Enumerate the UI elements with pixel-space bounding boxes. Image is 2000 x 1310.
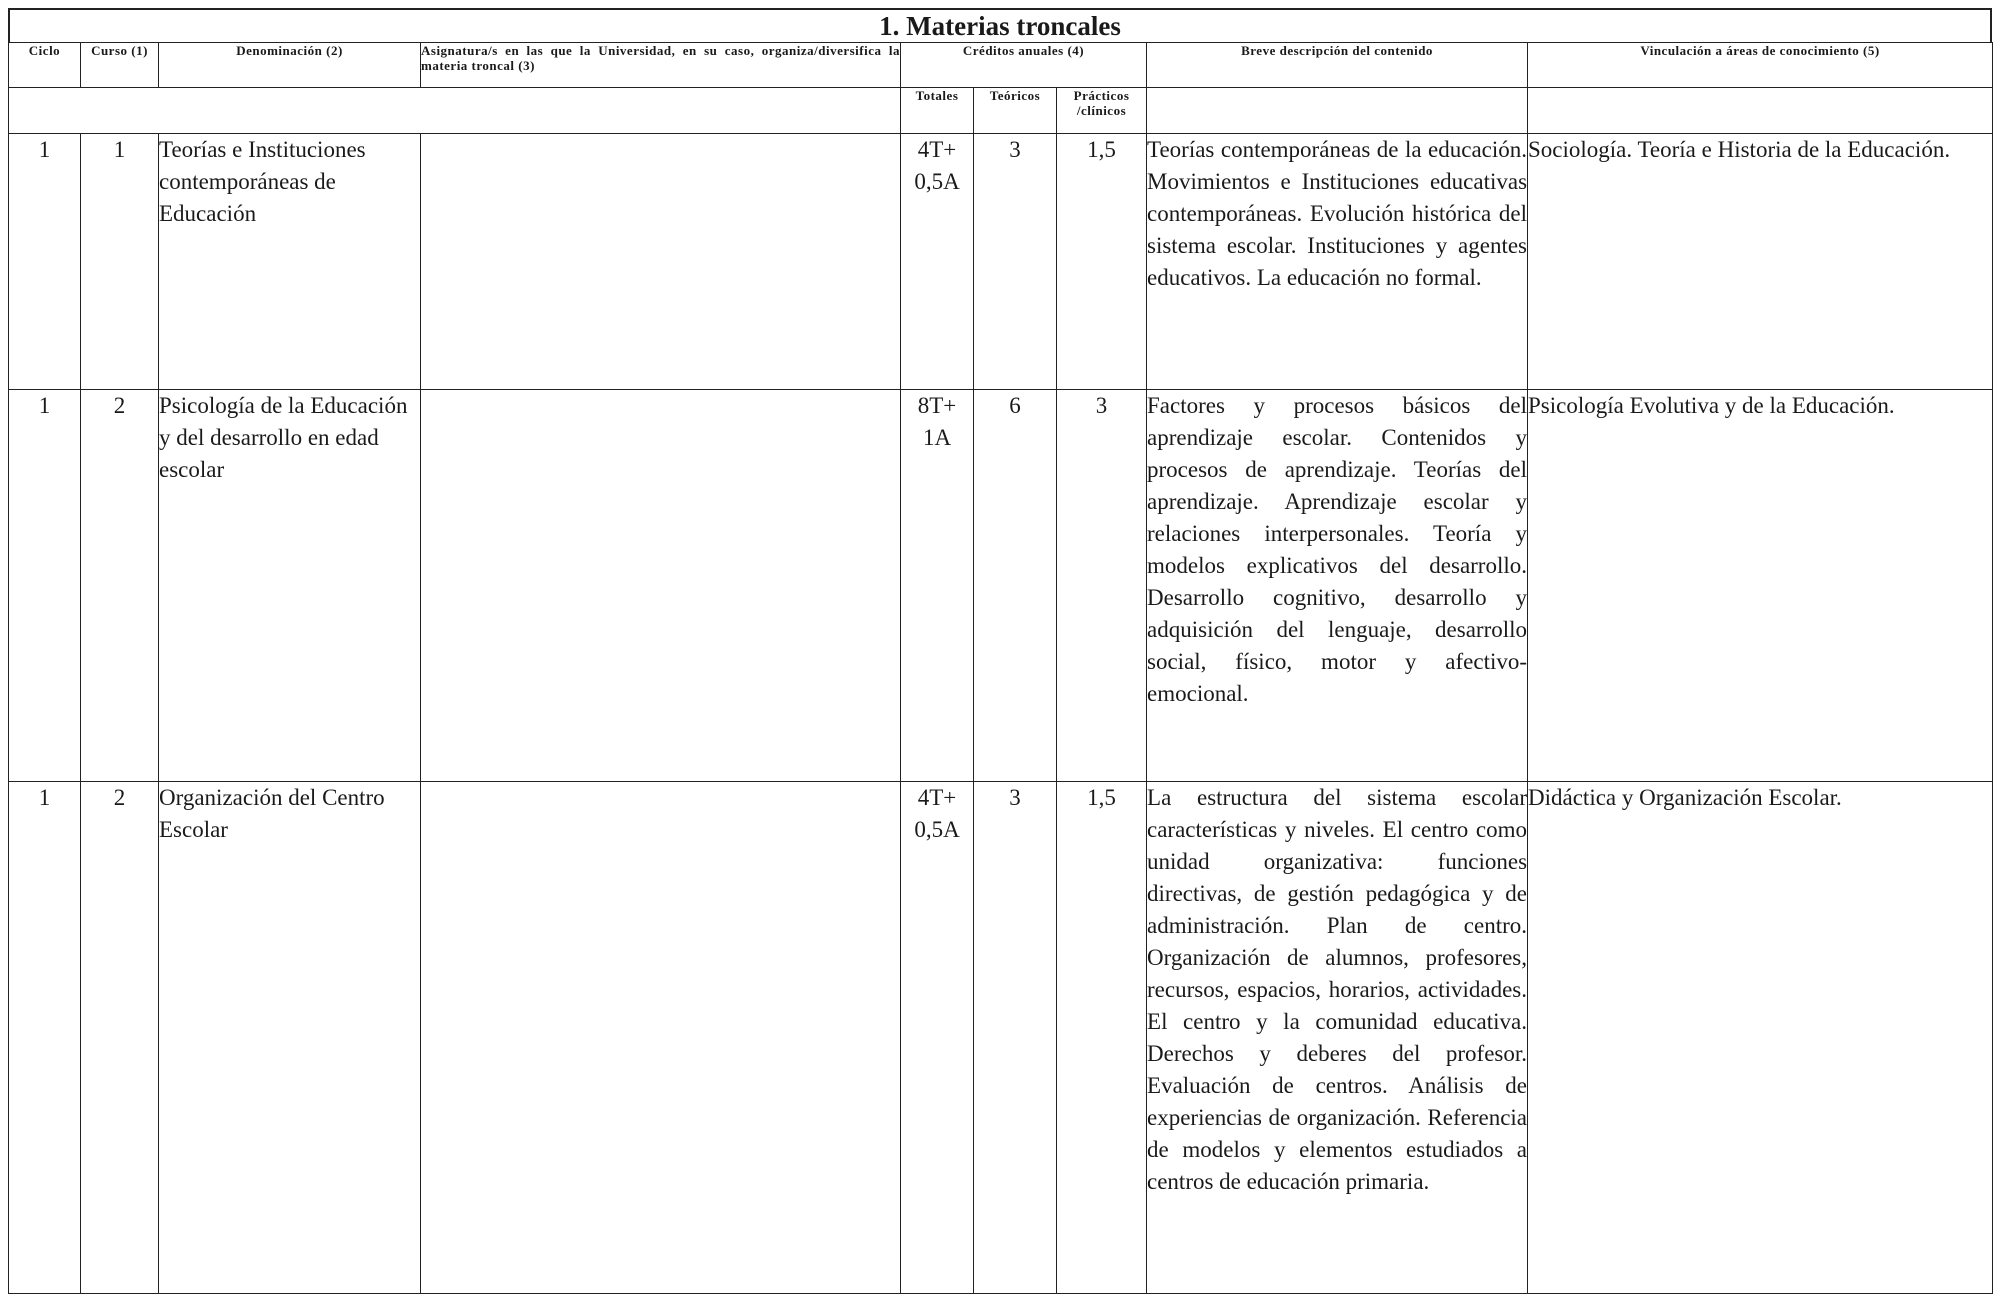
header-creditos: Créditos anuales (4) [901,43,1147,88]
cell-curso: 2 [81,390,159,782]
table-row [9,390,1993,782]
cell-asignatura [421,782,901,1294]
subheader-row [9,88,1993,134]
page-title: 1. Materias troncales [8,8,1992,42]
cell-asignatura [421,390,901,782]
cell-teoricos: 6 [974,390,1057,782]
subheader-blank-area [1528,88,1993,134]
header-curso: Curso (1) [81,43,159,88]
header-denominacion: Denominación (2) [159,43,421,88]
cell-teoricos: 3 [974,782,1057,1294]
cell-practicos: 3 [1057,390,1147,782]
cell-descripcion: Factores y procesos básicos del aprendizaje escolar. Contenidos y procesos de aprendizaje. Teorías del aprendizaje. Aprendizaje escolar y relaciones interpersonales. Teoría y modelos explicativos del desarrollo. Desarrollo cognitivo, desarrollo y adquisición del lenguaje, desarrollo social, físico, motor y afectivo-emocional. [1147,390,1528,782]
cell-practicos: 1,5 [1057,134,1147,390]
subheader-blank [9,88,901,134]
cell-curso: 2 [81,782,159,1294]
cell-totales: 8T+ 1A [901,390,974,782]
header-totales: Totales [901,88,974,134]
cell-ciclo: 1 [9,134,81,390]
cell-curso: 1 [81,134,159,390]
cell-teoricos: 3 [974,134,1057,390]
cell-asignatura [421,134,901,390]
header-vinculacion: Vinculación a áreas de conocimiento (5) [1528,43,1993,88]
document-page [8,8,1992,1304]
subjects-table [8,42,1993,1294]
header-ciclo: Ciclo [9,43,81,88]
cell-denominacion: Psicología de la Educación y del desarrollo en edad escolar [159,390,421,782]
cell-vinculacion: Sociología. Teoría e Historia de la Educación. [1528,134,1993,390]
header-row [9,43,1993,88]
cell-ciclo: 1 [9,390,81,782]
subheader-blank-desc [1147,88,1528,134]
table-row [9,782,1993,1294]
header-teoricos: Teóricos [974,88,1057,134]
cell-vinculacion: Didáctica y Organización Escolar. [1528,782,1993,1294]
cell-totales: 4T+ 0,5A [901,782,974,1294]
cell-denominacion: Teorías e Instituciones contemporáneas de Educación [159,134,421,390]
cell-descripcion: La estructura del sistema escolar características y niveles. El centro como unidad organizativa: funciones directivas, de gestión pedagógica y de administración. Plan de centro. Organización de alumnos, profesores, recursos, espacios, horarios, actividades. El centro y la comunidad educativa. Derechos y deberes del profesor. Evaluación de centros. Análisis de experiencias de organización. Referencia de modelos y elementos estudiados a centros de educación primaria. [1147,782,1528,1294]
cell-practicos: 1,5 [1057,782,1147,1294]
cell-vinculacion: Psicología Evolutiva y de la Educación. [1528,390,1993,782]
cell-ciclo: 1 [9,782,81,1294]
header-asignatura: Asignatura/s en las que la Universidad, en su caso, organiza/diversifica la materia troncal (3) [421,43,901,88]
cell-descripcion: Teorías contemporáneas de la educación. Movimientos e Instituciones educativas contemporáneas. Evolución histórica del sistema escolar. Instituciones y agentes educativos. La educación no formal. [1147,134,1528,390]
cell-denominacion: Organización del Centro Escolar [159,782,421,1294]
cell-totales: 4T+ 0,5A [901,134,974,390]
table-row [9,134,1993,390]
header-descripcion: Breve descripción del contenido [1147,43,1528,88]
header-practicos: Prácticos /clínicos [1057,88,1147,134]
